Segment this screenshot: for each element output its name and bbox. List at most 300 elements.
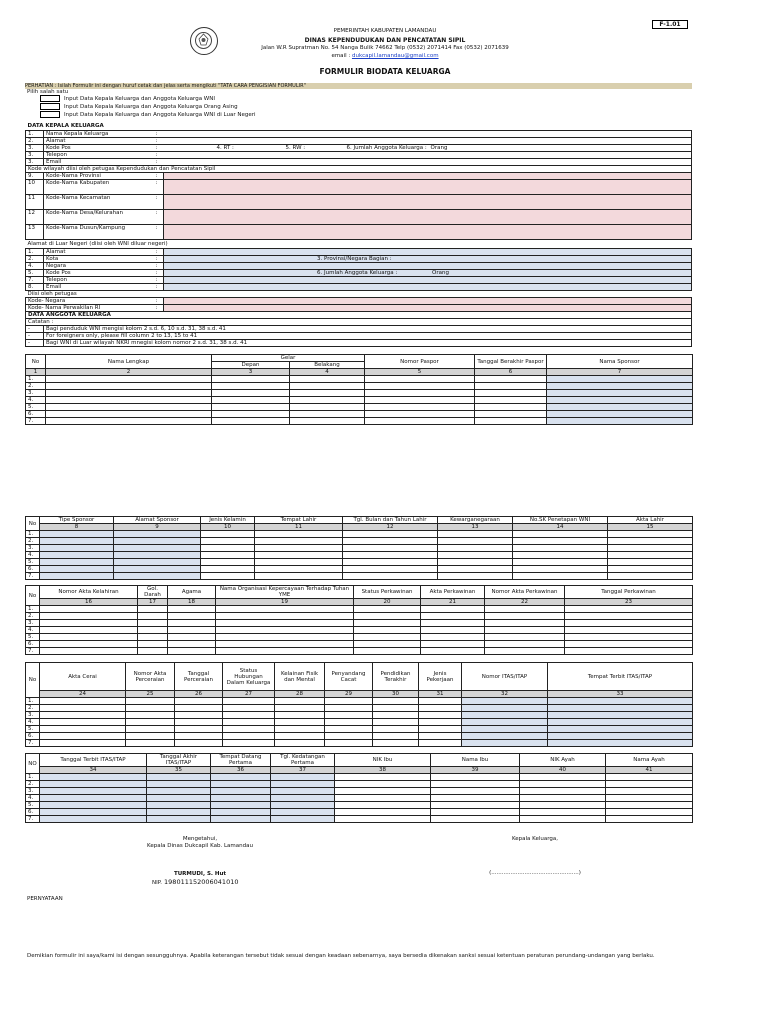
table-cell[interactable] bbox=[40, 545, 114, 552]
table-cell[interactable] bbox=[547, 404, 693, 411]
table-cell[interactable] bbox=[216, 634, 354, 641]
table-cell[interactable] bbox=[40, 552, 114, 559]
table-cell[interactable] bbox=[114, 566, 201, 573]
table-cell[interactable] bbox=[343, 531, 438, 538]
table-cell[interactable] bbox=[606, 802, 693, 809]
table-cell[interactable] bbox=[485, 606, 565, 613]
table-cell[interactable] bbox=[513, 552, 608, 559]
table-cell[interactable] bbox=[608, 538, 693, 545]
table-cell[interactable] bbox=[462, 719, 548, 726]
table-cell[interactable] bbox=[271, 781, 335, 788]
table-cell[interactable] bbox=[175, 733, 223, 740]
table-cell[interactable] bbox=[606, 809, 693, 816]
table-cell[interactable] bbox=[114, 573, 201, 580]
table-cell[interactable] bbox=[212, 397, 290, 404]
table-cell[interactable] bbox=[547, 376, 693, 383]
kabupaten-field[interactable] bbox=[164, 179, 692, 194]
table-cell[interactable] bbox=[438, 538, 513, 545]
table-cell[interactable] bbox=[212, 411, 290, 418]
table-cell[interactable] bbox=[485, 648, 565, 655]
table-cell[interactable] bbox=[606, 816, 693, 823]
table-cell[interactable] bbox=[606, 781, 693, 788]
table-cell[interactable] bbox=[223, 712, 275, 719]
table-cell[interactable] bbox=[40, 627, 138, 634]
table-cell[interactable] bbox=[168, 641, 216, 648]
table-cell[interactable] bbox=[290, 383, 365, 390]
table-cell[interactable] bbox=[255, 559, 343, 566]
table-cell[interactable] bbox=[431, 788, 520, 795]
table-cell[interactable] bbox=[40, 795, 147, 802]
table-cell[interactable] bbox=[223, 698, 275, 705]
table-cell[interactable] bbox=[271, 774, 335, 781]
table-cell[interactable] bbox=[211, 802, 271, 809]
table-cell[interactable] bbox=[354, 606, 421, 613]
table-cell[interactable] bbox=[255, 566, 343, 573]
table-cell[interactable] bbox=[138, 606, 168, 613]
table-cell[interactable] bbox=[606, 795, 693, 802]
table-cell[interactable] bbox=[421, 627, 485, 634]
table-cell[interactable] bbox=[40, 802, 147, 809]
table-cell[interactable] bbox=[216, 627, 354, 634]
table-cell[interactable] bbox=[126, 719, 175, 726]
table-cell[interactable] bbox=[40, 705, 126, 712]
table-cell[interactable] bbox=[475, 383, 547, 390]
table-cell[interactable] bbox=[421, 606, 485, 613]
table-cell[interactable] bbox=[201, 531, 255, 538]
table-cell[interactable] bbox=[223, 740, 275, 747]
table-cell[interactable] bbox=[211, 781, 271, 788]
table-cell[interactable] bbox=[40, 816, 147, 823]
table-cell[interactable] bbox=[343, 573, 438, 580]
table-cell[interactable] bbox=[431, 802, 520, 809]
table-cell[interactable] bbox=[46, 390, 212, 397]
table-cell[interactable] bbox=[513, 538, 608, 545]
table-cell[interactable] bbox=[271, 809, 335, 816]
table-cell[interactable] bbox=[373, 698, 419, 705]
table-cell[interactable] bbox=[201, 573, 255, 580]
table-cell[interactable] bbox=[255, 552, 343, 559]
table-cell[interactable] bbox=[438, 531, 513, 538]
kecamatan-field[interactable] bbox=[164, 194, 692, 209]
table-cell[interactable] bbox=[419, 719, 462, 726]
provinsi-field[interactable] bbox=[164, 172, 692, 179]
table-cell[interactable] bbox=[168, 606, 216, 613]
table-cell[interactable] bbox=[335, 788, 431, 795]
table-cell[interactable] bbox=[548, 698, 693, 705]
table-cell[interactable] bbox=[548, 705, 693, 712]
table-cell[interactable] bbox=[325, 698, 373, 705]
table-cell[interactable] bbox=[421, 620, 485, 627]
table-cell[interactable] bbox=[211, 774, 271, 781]
table-cell[interactable] bbox=[365, 411, 475, 418]
table-cell[interactable] bbox=[46, 418, 212, 425]
table-cell[interactable] bbox=[212, 390, 290, 397]
table-cell[interactable] bbox=[126, 740, 175, 747]
table-cell[interactable] bbox=[547, 418, 693, 425]
table-cell[interactable] bbox=[608, 559, 693, 566]
table-cell[interactable] bbox=[138, 620, 168, 627]
table-cell[interactable] bbox=[40, 641, 138, 648]
dusun-field[interactable] bbox=[164, 224, 692, 239]
table-cell[interactable] bbox=[211, 788, 271, 795]
luar-kota-field[interactable] bbox=[164, 255, 692, 262]
table-cell[interactable] bbox=[147, 809, 211, 816]
table-cell[interactable] bbox=[325, 712, 373, 719]
table-cell[interactable] bbox=[513, 573, 608, 580]
table-cell[interactable] bbox=[475, 404, 547, 411]
table-cell[interactable] bbox=[290, 397, 365, 404]
table-cell[interactable] bbox=[126, 726, 175, 733]
table-cell[interactable] bbox=[608, 552, 693, 559]
table-cell[interactable] bbox=[462, 726, 548, 733]
table-cell[interactable] bbox=[565, 620, 693, 627]
table-cell[interactable] bbox=[565, 613, 693, 620]
table-cell[interactable] bbox=[513, 531, 608, 538]
table-cell[interactable] bbox=[114, 552, 201, 559]
table-cell[interactable] bbox=[40, 566, 114, 573]
table-cell[interactable] bbox=[275, 705, 325, 712]
table-cell[interactable] bbox=[520, 781, 606, 788]
table-cell[interactable] bbox=[46, 376, 212, 383]
table-cell[interactable] bbox=[520, 809, 606, 816]
table-cell[interactable] bbox=[421, 634, 485, 641]
table-cell[interactable] bbox=[419, 726, 462, 733]
table-cell[interactable] bbox=[343, 566, 438, 573]
table-cell[interactable] bbox=[271, 802, 335, 809]
table-cell[interactable] bbox=[138, 627, 168, 634]
table-cell[interactable] bbox=[373, 740, 419, 747]
table-cell[interactable] bbox=[290, 376, 365, 383]
table-cell[interactable] bbox=[175, 698, 223, 705]
table-cell[interactable] bbox=[475, 376, 547, 383]
table-cell[interactable] bbox=[223, 733, 275, 740]
table-cell[interactable] bbox=[438, 559, 513, 566]
table-cell[interactable] bbox=[114, 545, 201, 552]
table-cell[interactable] bbox=[175, 726, 223, 733]
table-cell[interactable] bbox=[365, 390, 475, 397]
table-cell[interactable] bbox=[325, 733, 373, 740]
table-cell[interactable] bbox=[513, 566, 608, 573]
table-cell[interactable] bbox=[565, 606, 693, 613]
table-cell[interactable] bbox=[485, 634, 565, 641]
table-cell[interactable] bbox=[290, 418, 365, 425]
table-cell[interactable] bbox=[212, 404, 290, 411]
table-cell[interactable] bbox=[271, 816, 335, 823]
table-cell[interactable] bbox=[147, 788, 211, 795]
table-cell[interactable] bbox=[223, 719, 275, 726]
table-cell[interactable] bbox=[419, 740, 462, 747]
table-cell[interactable] bbox=[201, 559, 255, 566]
table-cell[interactable] bbox=[475, 418, 547, 425]
table-cell[interactable] bbox=[275, 719, 325, 726]
table-cell[interactable] bbox=[354, 620, 421, 627]
table-cell[interactable] bbox=[114, 531, 201, 538]
table-cell[interactable] bbox=[373, 719, 419, 726]
table-cell[interactable] bbox=[335, 816, 431, 823]
table-cell[interactable] bbox=[212, 383, 290, 390]
table-cell[interactable] bbox=[475, 390, 547, 397]
table-cell[interactable] bbox=[462, 733, 548, 740]
table-cell[interactable] bbox=[216, 641, 354, 648]
table-cell[interactable] bbox=[354, 648, 421, 655]
table-cell[interactable] bbox=[40, 573, 114, 580]
table-cell[interactable] bbox=[475, 397, 547, 404]
table-cell[interactable] bbox=[40, 620, 138, 627]
table-cell[interactable] bbox=[168, 627, 216, 634]
table-cell[interactable] bbox=[335, 802, 431, 809]
table-cell[interactable] bbox=[40, 726, 126, 733]
table-cell[interactable] bbox=[290, 404, 365, 411]
table-cell[interactable] bbox=[421, 641, 485, 648]
table-cell[interactable] bbox=[365, 418, 475, 425]
table-cell[interactable] bbox=[373, 733, 419, 740]
table-cell[interactable] bbox=[343, 545, 438, 552]
table-cell[interactable] bbox=[431, 774, 520, 781]
table-cell[interactable] bbox=[485, 627, 565, 634]
table-cell[interactable] bbox=[513, 559, 608, 566]
table-cell[interactable] bbox=[373, 726, 419, 733]
table-cell[interactable] bbox=[354, 641, 421, 648]
table-cell[interactable] bbox=[40, 538, 114, 545]
luar-kodepos-field[interactable] bbox=[164, 269, 692, 276]
table-cell[interactable] bbox=[438, 545, 513, 552]
table-cell[interactable] bbox=[343, 559, 438, 566]
table-cell[interactable] bbox=[175, 712, 223, 719]
table-cell[interactable] bbox=[211, 816, 271, 823]
table-cell[interactable] bbox=[335, 795, 431, 802]
table-cell[interactable] bbox=[565, 634, 693, 641]
table-cell[interactable] bbox=[462, 698, 548, 705]
table-cell[interactable] bbox=[40, 719, 126, 726]
table-cell[interactable] bbox=[431, 809, 520, 816]
kode-negara-field[interactable] bbox=[164, 297, 692, 304]
table-cell[interactable] bbox=[365, 383, 475, 390]
table-cell[interactable] bbox=[520, 788, 606, 795]
table-cell[interactable] bbox=[216, 606, 354, 613]
table-cell[interactable] bbox=[548, 740, 693, 747]
table-cell[interactable] bbox=[438, 566, 513, 573]
table-cell[interactable] bbox=[138, 648, 168, 655]
table-cell[interactable] bbox=[216, 613, 354, 620]
table-cell[interactable] bbox=[126, 698, 175, 705]
table-cell[interactable] bbox=[565, 627, 693, 634]
table-cell[interactable] bbox=[114, 538, 201, 545]
luar-negara-field[interactable] bbox=[164, 262, 692, 269]
table-cell[interactable] bbox=[40, 774, 147, 781]
table-cell[interactable] bbox=[547, 411, 693, 418]
table-cell[interactable] bbox=[40, 733, 126, 740]
table-cell[interactable] bbox=[520, 795, 606, 802]
table-cell[interactable] bbox=[168, 620, 216, 627]
table-cell[interactable] bbox=[40, 809, 147, 816]
table-cell[interactable] bbox=[271, 795, 335, 802]
table-cell[interactable] bbox=[46, 411, 212, 418]
table-cell[interactable] bbox=[40, 788, 147, 795]
table-cell[interactable] bbox=[275, 712, 325, 719]
table-cell[interactable] bbox=[431, 781, 520, 788]
table-cell[interactable] bbox=[547, 383, 693, 390]
table-cell[interactable] bbox=[126, 712, 175, 719]
table-cell[interactable] bbox=[419, 733, 462, 740]
table-cell[interactable] bbox=[223, 705, 275, 712]
table-cell[interactable] bbox=[354, 627, 421, 634]
table-cell[interactable] bbox=[547, 397, 693, 404]
table-cell[interactable] bbox=[147, 802, 211, 809]
table-cell[interactable] bbox=[608, 531, 693, 538]
table-cell[interactable] bbox=[343, 552, 438, 559]
table-cell[interactable] bbox=[520, 816, 606, 823]
table-cell[interactable] bbox=[365, 404, 475, 411]
table-cell[interactable] bbox=[421, 648, 485, 655]
table-cell[interactable] bbox=[485, 641, 565, 648]
option-box-2[interactable] bbox=[40, 103, 60, 110]
table-cell[interactable] bbox=[147, 816, 211, 823]
table-cell[interactable] bbox=[40, 613, 138, 620]
kode-perwakilan-field[interactable] bbox=[164, 304, 692, 311]
table-cell[interactable] bbox=[431, 795, 520, 802]
luar-email-field[interactable] bbox=[164, 283, 692, 290]
table-cell[interactable] bbox=[147, 795, 211, 802]
table-cell[interactable] bbox=[255, 538, 343, 545]
table-cell[interactable] bbox=[548, 712, 693, 719]
table-cell[interactable] bbox=[290, 390, 365, 397]
table-cell[interactable] bbox=[421, 613, 485, 620]
table-cell[interactable] bbox=[175, 719, 223, 726]
option-box-1[interactable] bbox=[40, 95, 60, 102]
table-cell[interactable] bbox=[335, 774, 431, 781]
table-cell[interactable] bbox=[216, 648, 354, 655]
table-cell[interactable] bbox=[373, 705, 419, 712]
table-cell[interactable] bbox=[126, 705, 175, 712]
table-cell[interactable] bbox=[325, 726, 373, 733]
table-cell[interactable] bbox=[40, 712, 126, 719]
table-cell[interactable] bbox=[608, 566, 693, 573]
table-cell[interactable] bbox=[275, 733, 325, 740]
table-cell[interactable] bbox=[201, 552, 255, 559]
option-box-3[interactable] bbox=[40, 111, 60, 118]
table-cell[interactable] bbox=[438, 552, 513, 559]
table-cell[interactable] bbox=[255, 573, 343, 580]
table-cell[interactable] bbox=[271, 788, 335, 795]
table-cell[interactable] bbox=[419, 712, 462, 719]
table-cell[interactable] bbox=[520, 774, 606, 781]
table-cell[interactable] bbox=[275, 726, 325, 733]
table-cell[interactable] bbox=[431, 816, 520, 823]
table-cell[interactable] bbox=[201, 566, 255, 573]
table-cell[interactable] bbox=[40, 531, 114, 538]
table-cell[interactable] bbox=[438, 573, 513, 580]
email-field[interactable] bbox=[164, 158, 692, 165]
table-cell[interactable] bbox=[40, 606, 138, 613]
table-cell[interactable] bbox=[46, 404, 212, 411]
table-cell[interactable] bbox=[255, 545, 343, 552]
table-cell[interactable] bbox=[513, 545, 608, 552]
table-cell[interactable] bbox=[40, 648, 138, 655]
table-cell[interactable] bbox=[168, 648, 216, 655]
table-cell[interactable] bbox=[168, 634, 216, 641]
table-cell[interactable] bbox=[335, 809, 431, 816]
nama-kepala-field[interactable] bbox=[164, 130, 692, 137]
table-cell[interactable] bbox=[520, 802, 606, 809]
table-cell[interactable] bbox=[40, 781, 147, 788]
table-cell[interactable] bbox=[40, 559, 114, 566]
table-cell[interactable] bbox=[548, 726, 693, 733]
table-cell[interactable] bbox=[275, 740, 325, 747]
table-cell[interactable] bbox=[565, 648, 693, 655]
table-cell[interactable] bbox=[211, 809, 271, 816]
table-cell[interactable] bbox=[46, 383, 212, 390]
table-cell[interactable] bbox=[275, 698, 325, 705]
table-cell[interactable] bbox=[475, 411, 547, 418]
table-cell[interactable] bbox=[147, 781, 211, 788]
telepon-field[interactable] bbox=[164, 151, 692, 158]
table-cell[interactable] bbox=[365, 376, 475, 383]
table-cell[interactable] bbox=[547, 390, 693, 397]
table-cell[interactable] bbox=[138, 613, 168, 620]
table-cell[interactable] bbox=[462, 740, 548, 747]
table-cell[interactable] bbox=[216, 620, 354, 627]
table-cell[interactable] bbox=[138, 641, 168, 648]
table-cell[interactable] bbox=[325, 719, 373, 726]
table-cell[interactable] bbox=[40, 740, 126, 747]
table-cell[interactable] bbox=[485, 620, 565, 627]
table-cell[interactable] bbox=[335, 781, 431, 788]
table-cell[interactable] bbox=[175, 705, 223, 712]
table-cell[interactable] bbox=[419, 705, 462, 712]
table-cell[interactable] bbox=[40, 634, 138, 641]
luar-alamat-field[interactable] bbox=[164, 248, 692, 255]
table-cell[interactable] bbox=[343, 538, 438, 545]
table-cell[interactable] bbox=[325, 740, 373, 747]
table-cell[interactable] bbox=[419, 698, 462, 705]
desa-field[interactable] bbox=[164, 209, 692, 224]
table-cell[interactable] bbox=[126, 733, 175, 740]
table-cell[interactable] bbox=[212, 376, 290, 383]
table-cell[interactable] bbox=[175, 740, 223, 747]
table-cell[interactable] bbox=[354, 613, 421, 620]
table-cell[interactable] bbox=[255, 531, 343, 538]
table-cell[interactable] bbox=[325, 705, 373, 712]
table-cell[interactable] bbox=[40, 698, 126, 705]
table-cell[interactable] bbox=[46, 397, 212, 404]
alamat-field[interactable] bbox=[164, 137, 692, 144]
table-cell[interactable] bbox=[548, 719, 693, 726]
table-cell[interactable] bbox=[462, 712, 548, 719]
table-cell[interactable] bbox=[168, 613, 216, 620]
table-cell[interactable] bbox=[354, 634, 421, 641]
email-link[interactable]: dukcapil.lamandau@gmail.com bbox=[351, 53, 439, 59]
table-cell[interactable] bbox=[606, 774, 693, 781]
table-cell[interactable] bbox=[211, 795, 271, 802]
table-cell[interactable] bbox=[290, 411, 365, 418]
table-cell[interactable] bbox=[608, 545, 693, 552]
table-cell[interactable] bbox=[201, 545, 255, 552]
luar-telepon-field[interactable] bbox=[164, 276, 692, 283]
table-cell[interactable] bbox=[114, 559, 201, 566]
table-cell[interactable] bbox=[462, 705, 548, 712]
table-cell[interactable] bbox=[147, 774, 211, 781]
table-cell[interactable] bbox=[548, 733, 693, 740]
table-cell[interactable] bbox=[201, 538, 255, 545]
table-cell[interactable] bbox=[565, 641, 693, 648]
table-cell[interactable] bbox=[373, 712, 419, 719]
table-cell[interactable] bbox=[212, 418, 290, 425]
table-cell[interactable] bbox=[365, 397, 475, 404]
table-cell[interactable] bbox=[606, 788, 693, 795]
table-cell[interactable] bbox=[485, 613, 565, 620]
table-cell[interactable] bbox=[138, 634, 168, 641]
table-cell[interactable] bbox=[223, 726, 275, 733]
